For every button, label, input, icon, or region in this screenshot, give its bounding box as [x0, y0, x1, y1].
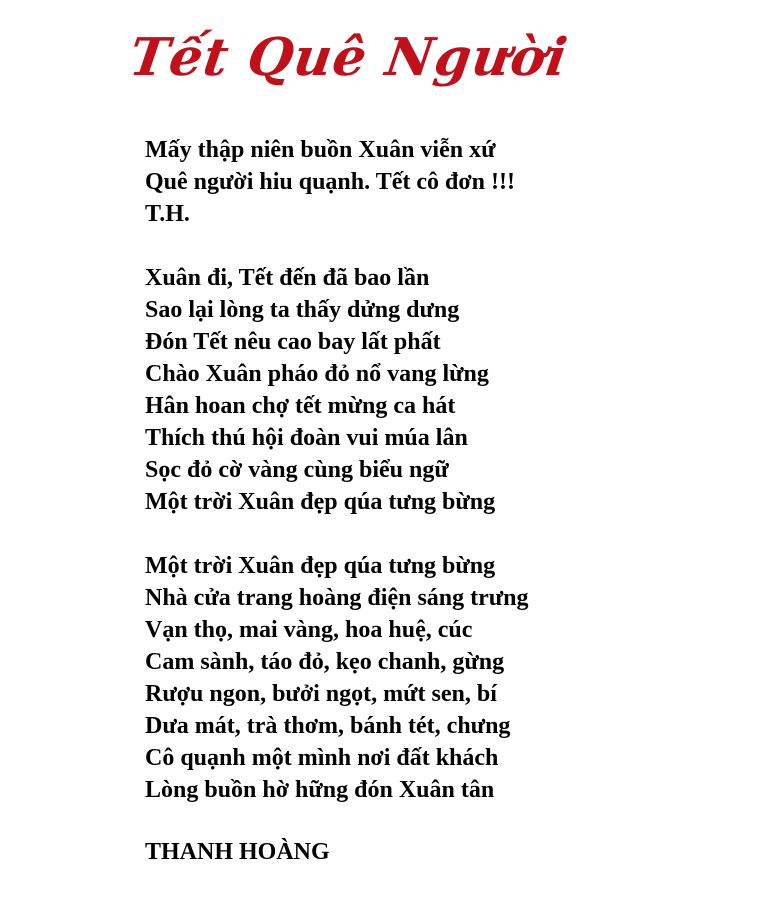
- stanza-spacer: [145, 230, 745, 262]
- poem-title: Tết Quê Người: [125, 27, 572, 88]
- stanza-2: [145, 550, 745, 806]
- epigraph-signature: T.H.: [145, 201, 190, 227]
- verse-line: Dưa mát, trà thơm, bánh tét, chưng: [145, 713, 511, 739]
- epigraph: [145, 134, 745, 230]
- verse-line: Nhà cửa trang hoàng điện sáng trưng: [145, 585, 529, 611]
- verse-line: Cô quạnh một mình nơi đất khách: [145, 745, 499, 771]
- verse-line: Chào Xuân pháo đỏ nổ vang lừng: [145, 361, 489, 387]
- verse-line: Lòng buồn hờ hững đón Xuân tân: [145, 777, 495, 803]
- stanza-1: [145, 262, 745, 518]
- verse-line: Rượu ngon, bưởi ngọt, mứt sen, bí: [145, 681, 497, 707]
- verse-line: Cam sành, táo đỏ, kẹo chanh, gừng: [145, 649, 505, 675]
- author-name: THANH HOÀNG: [145, 839, 330, 865]
- verse-line: Sao lại lòng ta thấy dửng dưng: [145, 297, 460, 323]
- verse-line: Hân hoan chợ tết mừng ca hát: [145, 393, 456, 419]
- verse-line: Đón Tết nêu cao bay lất phất: [145, 329, 441, 355]
- stanza-spacer: [145, 518, 745, 550]
- poem-body: [145, 134, 745, 806]
- epigraph-line: Mấy thập niên buồn Xuân viễn xứ: [145, 137, 496, 163]
- verse-line: Xuân đi, Tết đến đã bao lần: [145, 265, 430, 291]
- verse-line: Thích thú hội đoàn vui múa lân: [145, 425, 468, 451]
- verse-line: Một trời Xuân đẹp qúa tưng bừng: [145, 553, 496, 579]
- epigraph-line: Quê người hiu quạnh. Tết cô đơn !!!: [145, 169, 515, 195]
- verse-line: Vạn thọ, mai vàng, hoa huệ, cúc: [145, 617, 473, 643]
- verse-line: Sọc đỏ cờ vàng cùng biểu ngữ: [145, 457, 449, 483]
- verse-line: Một trời Xuân đẹp qúa tưng bừng: [145, 489, 496, 515]
